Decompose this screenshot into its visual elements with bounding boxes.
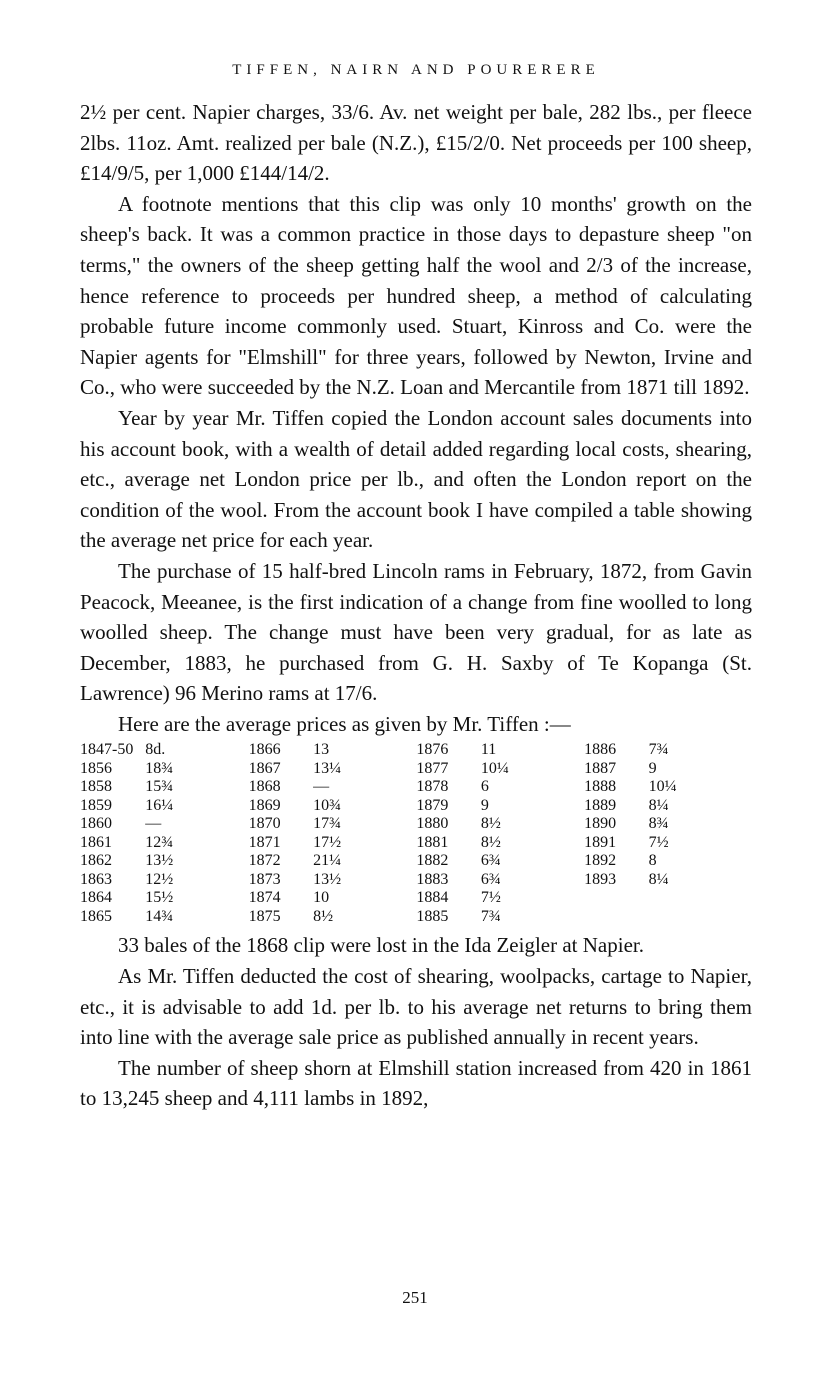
price-cell: 11 — [480, 741, 497, 759]
paragraph-clip-figures: 2½ per cent. Napier charges, 33/6. Av. net weight per bale, 282 lbs., per fleece 2lbs. 11oz. Amt. realized per bale (N.Z.), £15/2/0. Net proceeds per 100 sheep, £14/9/5, per 1,000 £144/14/2. — [80, 100, 752, 186]
price-cell: 16¼ — [145, 796, 174, 814]
year-cell: 1862 — [80, 852, 112, 870]
year-cell: 1888 — [584, 778, 617, 796]
paragraph-ida-zeigler: 33 bales of the 1868 clip were lost in the Ida Zeigler at Napier. — [118, 933, 644, 958]
price-cell: 10¾ — [313, 796, 342, 814]
year-cell: 1881 — [416, 833, 449, 851]
year-cell: 1865 — [80, 907, 112, 925]
year-cell: 1892 — [584, 852, 617, 870]
year-cell: 1870 — [248, 815, 281, 833]
year-cell: 1863 — [80, 870, 112, 888]
table-row — [80, 871, 752, 890]
table-row — [80, 908, 752, 927]
price-cell: 8 — [648, 852, 657, 870]
price-cell — [649, 889, 752, 908]
price-cell: 17¾ — [313, 815, 342, 833]
year-cell: 1871 — [248, 833, 281, 851]
price-cell: 17½ — [313, 833, 342, 851]
price-cell: 6 — [480, 778, 489, 796]
price-cell: 8¾ — [648, 815, 669, 833]
price-cell: 7½ — [648, 833, 669, 851]
table-row — [80, 815, 752, 834]
year-cell: 1872 — [248, 852, 281, 870]
year-cell: 1891 — [584, 833, 617, 851]
year-cell: 1875 — [248, 907, 281, 925]
year-cell: 1869 — [248, 796, 281, 814]
price-cell: 10¼ — [480, 759, 509, 777]
price-cell: — — [313, 778, 330, 796]
year-cell: 1877 — [416, 759, 449, 777]
price-cell: 13¼ — [313, 759, 342, 777]
price-cell: 10 — [313, 889, 330, 907]
year-cell: 1882 — [416, 852, 449, 870]
price-cell: 10¼ — [648, 778, 677, 796]
price-cell: 6¾ — [480, 852, 501, 870]
year-cell — [584, 908, 649, 927]
year-cell: 1885 — [416, 907, 449, 925]
price-cell: 8d. — [145, 741, 166, 759]
page-number: 251 — [402, 1288, 428, 1307]
price-cell: 8¼ — [648, 870, 669, 888]
price-cell: — — [145, 815, 162, 833]
year-cell: 1878 — [416, 778, 449, 796]
price-cell: 9 — [648, 759, 657, 777]
year-cell: 1856 — [80, 759, 112, 777]
price-cell: 21¼ — [313, 852, 342, 870]
year-cell: 1874 — [248, 889, 281, 907]
running-head: TIFFEN, NAIRN AND POURERERE — [232, 62, 600, 78]
year-cell: 1868 — [248, 778, 281, 796]
year-cell: 1866 — [248, 741, 281, 759]
price-cell: 7½ — [480, 889, 501, 907]
paragraph-lincoln-rams: The purchase of 15 half-bred Lincoln rams in February, 1872, from Gavin Peacock, Meeanee, is the first indication of a change from fine woolled to long woolled sheep. The change must have been very gradual, for as late as December, 1883, he purchased from G. H. Saxby of Te Kopanga (St. Lawrence) 96 Merino rams at 17/6. — [80, 558, 752, 706]
year-cell: 1858 — [80, 778, 112, 796]
table-row — [80, 760, 752, 779]
table-row — [80, 852, 752, 871]
year-cell: 1879 — [416, 796, 449, 814]
price-cell: 13½ — [145, 852, 174, 870]
table-row — [80, 741, 752, 760]
year-cell: 1864 — [80, 889, 112, 907]
price-cell — [649, 908, 752, 927]
price-cell: 7¾ — [648, 741, 669, 759]
price-cell: 8½ — [480, 833, 501, 851]
price-cell: 13½ — [313, 870, 342, 888]
price-cell: 13 — [313, 741, 330, 759]
paragraph-table-intro: Here are the average prices as given by Mr. Tiffen :— — [118, 711, 571, 736]
price-cell: 8½ — [480, 815, 501, 833]
year-cell: 1859 — [80, 796, 112, 814]
price-cell: 15¾ — [145, 778, 174, 796]
year-cell: 1884 — [416, 889, 449, 907]
year-cell: 1873 — [248, 870, 281, 888]
year-cell: 1876 — [416, 741, 449, 759]
year-cell: 1880 — [416, 815, 449, 833]
table-row — [80, 797, 752, 816]
price-cell: 7¾ — [480, 907, 501, 925]
paragraph-sheep-shorn: The number of sheep shorn at Elmshill station increased from 420 in 1861 to 13,245 sheep and 4,111 lambs in 1892, — [80, 1055, 752, 1111]
year-cell: 1886 — [584, 741, 617, 759]
year-cell: 1883 — [416, 870, 449, 888]
year-cell: 1861 — [80, 833, 112, 851]
year-cell: 1867 — [248, 759, 281, 777]
table-row — [80, 834, 752, 853]
price-cell: 12¾ — [145, 833, 174, 851]
price-cell: 12½ — [145, 870, 174, 888]
price-cell: 15½ — [145, 889, 174, 907]
paragraph-shearing-costs: As Mr. Tiffen deducted the cost of shearing, woolpacks, cartage to Napier, etc., it is advisable to add 1d. per lb. to his average net returns to bring them into line with the average sale price as published annually in recent years. — [80, 964, 752, 1050]
year-cell: 1889 — [584, 796, 617, 814]
year-cell: 1893 — [584, 870, 617, 888]
paragraph-account-book: Year by year Mr. Tiffen copied the London account sales documents into his account book, with a wealth of detail added regarding local costs, shearing, etc., average net London price per lb., and often the London report on the condition of the wool. From the account book I have compiled a table showing the average net price for each year. — [80, 405, 752, 553]
year-cell: 1860 — [80, 815, 112, 833]
year-cell: 1847-50 — [80, 741, 134, 759]
table-row — [80, 778, 752, 797]
price-cell: 6¾ — [480, 870, 501, 888]
price-cell: 14¾ — [145, 907, 174, 925]
year-cell: 1887 — [584, 759, 617, 777]
average-prices-table — [80, 741, 752, 926]
year-cell — [584, 889, 649, 908]
price-cell: 9 — [480, 796, 489, 814]
price-cell: 8¼ — [648, 796, 669, 814]
year-cell: 1890 — [584, 815, 617, 833]
table-row — [80, 889, 752, 908]
price-cell: 18¾ — [145, 759, 174, 777]
price-cell: 8½ — [313, 907, 334, 925]
paragraph-footnote-terms: A footnote mentions that this clip was only 10 months' growth on the sheep's back. It was a common practice in those days to depasture sheep "on terms," the owners of the sheep getting half the wool and 2/3 of the increase, hence reference to proceeds per hundred sheep, a method of calculating probable future income commonly used. Stuart, Kinross and Co. were the Napier agents for "Elmshill" for three years, followed by Newton, Irvine and Co., who were succeeded by the N.Z. Loan and Mercantile from 1871 till 1892. — [80, 191, 752, 400]
